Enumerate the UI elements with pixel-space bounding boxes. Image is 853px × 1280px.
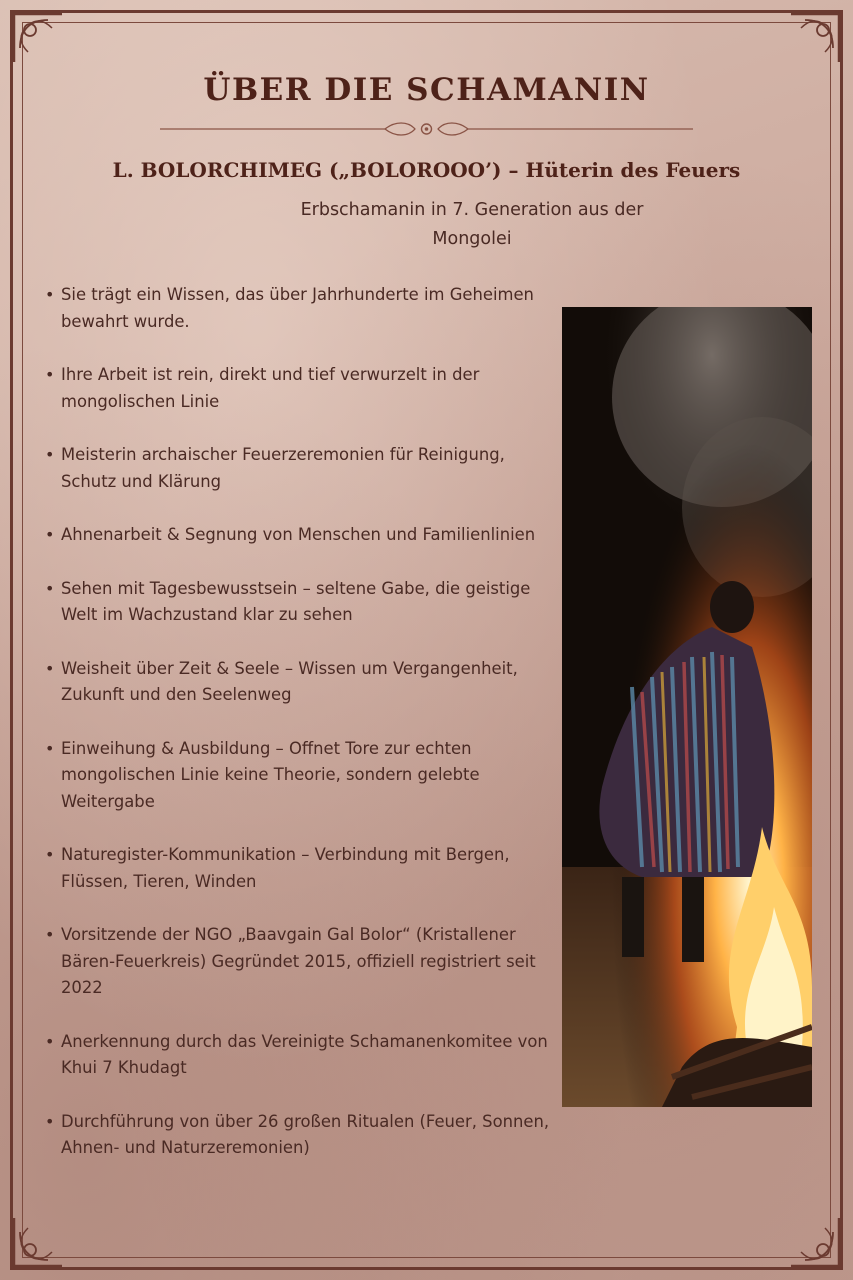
bullet-list — [40, 282, 560, 1162]
corner-ornament-icon — [8, 8, 68, 68]
bullet-text: Ahnenarbeit & Segnung von Menschen und Familienlinien — [61, 525, 536, 544]
corner-ornament-icon — [785, 1212, 845, 1272]
bullet-text: Meisterin archaischer Feuerzeremonien für Reinigung, Schutz und Klärung — [61, 445, 505, 491]
bullet-text: Ihre Arbeit ist rein, direkt und tief verwurzelt in der mongolischen Linie — [61, 365, 480, 411]
bullet-text: Sie trägt ein Wissen, das über Jahrhunderte im Geheimen bewahrt wurde. — [61, 285, 534, 331]
bullet-text: Durchführung von über 26 großen Ritualen (Feuer, Sonnen, Ahnen- und Naturzeremonien) — [61, 1111, 550, 1157]
bullet-glyph: • — [45, 578, 55, 598]
bullet-glyph: • — [45, 925, 55, 944]
fire-ceremony-photo — [562, 307, 812, 1107]
tagline: Erbschamanin in 7. Generation aus der Mongolei — [300, 200, 644, 249]
bullet-item — [40, 842, 560, 895]
corner-ornament-icon — [785, 8, 845, 68]
bullet-glyph: • — [45, 365, 55, 384]
bullet-item — [40, 282, 560, 335]
bullet-item — [40, 442, 560, 495]
bullet-item — [40, 576, 560, 629]
page-title: ÜBER DIE SCHAMANIN — [203, 72, 650, 108]
bullet-glyph: • — [45, 285, 55, 304]
bullet-item — [40, 1109, 560, 1162]
bullet-text: Einweihung & Ausbildung – Offnet Tore zur echten mongolischen Linie keine Theorie, sondern gelebte Weitergabe — [61, 738, 480, 811]
bullet-item — [40, 656, 560, 709]
bullet-item — [40, 522, 560, 549]
bullet-item — [40, 362, 560, 415]
bullet-glyph: • — [45, 845, 55, 864]
bullet-text: Sehen mit Tagesbewusstsein – seltene Gabe, die geistige Welt im Wachzustand klar zu sehen — [61, 578, 531, 624]
bullet-glyph: • — [45, 658, 55, 678]
bullet-glyph: • — [45, 445, 55, 464]
bullet-item — [40, 736, 560, 816]
subtitle: L. BOLORCHIMEG („BOLOROOO’) – Hüterin des Feuers — [112, 158, 741, 182]
corner-ornament-icon — [8, 1212, 68, 1272]
bullet-glyph: • — [45, 525, 55, 544]
bullet-text: Vorsitzende der NGO „Baavgain Gal Bolor“ (Kristallener Bären-Feuerkreis) Gegründet 2015, offiziell registriert seit 2022 — [61, 925, 536, 997]
bullet-text: Naturegister-Kommunikation – Verbindung mit Bergen, Flüssen, Tieren, Winden — [61, 845, 510, 891]
bullet-text: Weisheit über Zeit & Seele – Wissen um Vergangenheit, Zukunft und den Seelenweg — [61, 658, 518, 704]
bullet-glyph: • — [45, 1031, 55, 1051]
ornamental-divider-icon — [160, 118, 693, 140]
bullet-text: Anerkennung durch das Vereinigte Schamanenkomitee von Khui 7 Khudagt — [61, 1031, 548, 1077]
bullet-glyph: • — [45, 1111, 55, 1131]
bullet-glyph: • — [45, 738, 55, 758]
bullet-item — [40, 922, 560, 1002]
bullet-item — [40, 1029, 560, 1082]
